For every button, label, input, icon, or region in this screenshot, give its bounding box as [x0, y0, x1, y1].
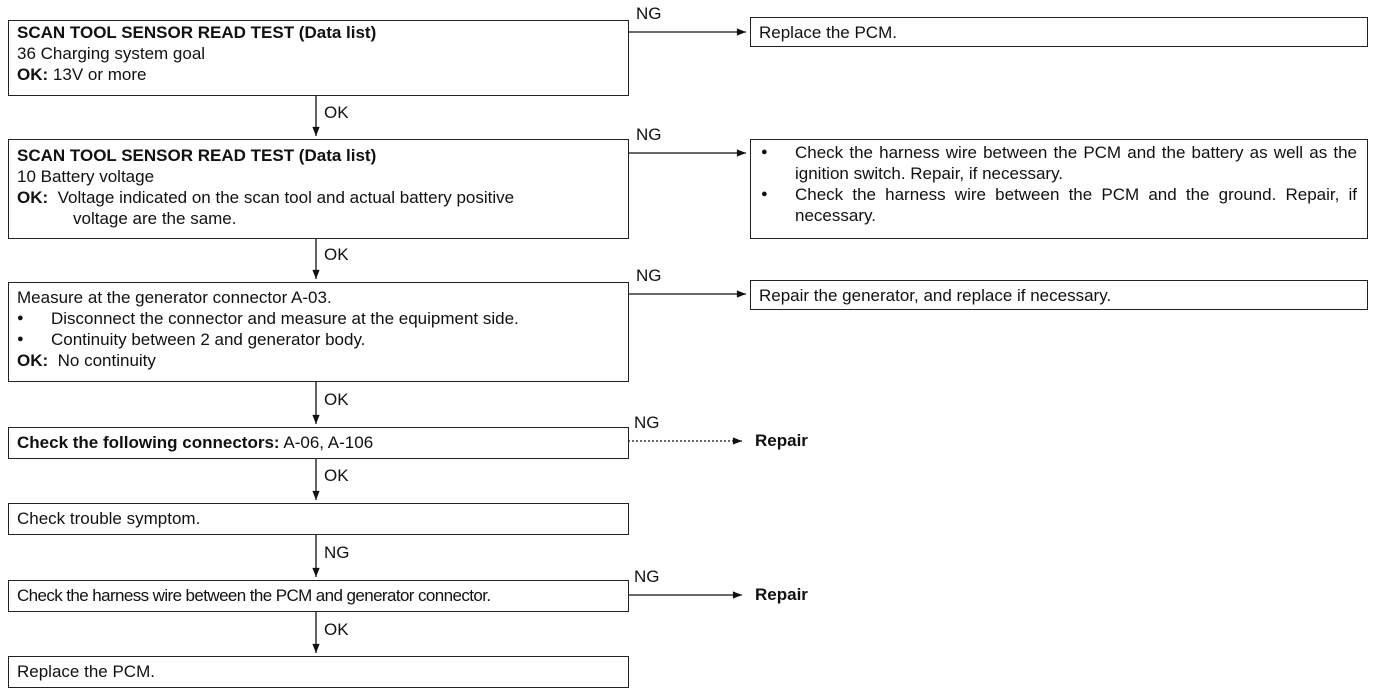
step-3-box	[8, 282, 629, 382]
step-1-ok-label: OK:	[17, 65, 49, 84]
step-2-next-label: OK	[324, 245, 349, 264]
step-3-ng-label: NG	[636, 266, 662, 285]
step-6-box	[8, 580, 629, 612]
step-3-title: Measure at the generator connector A-03.	[17, 288, 332, 307]
step-3-ok-text: No continuity	[57, 351, 156, 370]
step-4-title-rest: A-06, A-106	[283, 433, 374, 452]
step-3-next-label: OK	[324, 390, 349, 409]
step-5-box	[8, 503, 629, 535]
step-2-ng-box	[750, 139, 1368, 239]
step-7-box	[8, 656, 629, 688]
step-2-ng-label: NG	[636, 125, 662, 144]
step-1-ok-text: 13V or more	[52, 65, 147, 84]
step-4-box	[8, 427, 629, 459]
step-2-ok-label: OK:	[17, 188, 49, 207]
step-3-ng-action: Repair the generator, and replace if necessary.	[759, 286, 1112, 305]
step-2-ng-bullet-1: ● Check the harness wire between the PCM and the battery as well as the ignition switch. Repair, if necessary.	[761, 142, 1357, 184]
step-1-ng-box	[750, 17, 1368, 47]
step-2-item: 10 Battery voltage	[17, 167, 155, 186]
step-1-ng-action: Replace the PCM.	[759, 23, 897, 42]
step-6-ng-label: NG	[634, 567, 660, 586]
step-1-box	[8, 20, 629, 96]
step-2-ok-text-2: voltage are the same.	[73, 209, 237, 228]
step-6-next-label: OK	[324, 620, 349, 639]
step-7-title: Replace the PCM.	[17, 662, 155, 681]
step-1-title: SCAN TOOL SENSOR READ TEST (Data list)	[17, 23, 377, 42]
step-4-ng-action: Repair	[755, 431, 808, 450]
step-6-title: Check the harness wire between the PCM and generator connector.	[17, 586, 491, 605]
step-1-next-label: OK	[324, 103, 349, 122]
step-5-next-label: NG	[324, 543, 350, 562]
step-4-title-bold: Check the following connectors:	[17, 433, 280, 452]
step-4-next-label: OK	[324, 466, 349, 485]
step-1-item: 36 Charging system goal	[17, 44, 206, 63]
step-2-ng-bullet-2: ● Check the harness wire between the PCM and the ground. Repair, if necessary.	[761, 184, 1357, 226]
step-2-ok-text-1: Voltage indicated on the scan tool and actual battery positive	[57, 188, 515, 207]
step-5-title: Check trouble symptom.	[17, 509, 201, 528]
step-4-ng-label: NG	[634, 413, 660, 432]
step-6-ng-action: Repair	[755, 585, 808, 604]
step-1-ng-label: NG	[636, 4, 662, 23]
step-3-ok-label: OK:	[17, 351, 49, 370]
step-3-bullet-2: ● Continuity between 2 and generator body.	[17, 329, 620, 350]
step-3-ng-box	[750, 280, 1368, 310]
step-2-box	[8, 139, 629, 239]
step-2-title: SCAN TOOL SENSOR READ TEST (Data list)	[17, 146, 377, 165]
step-3-bullet-1: ● Disconnect the connector and measure at the equipment side.	[17, 308, 620, 329]
